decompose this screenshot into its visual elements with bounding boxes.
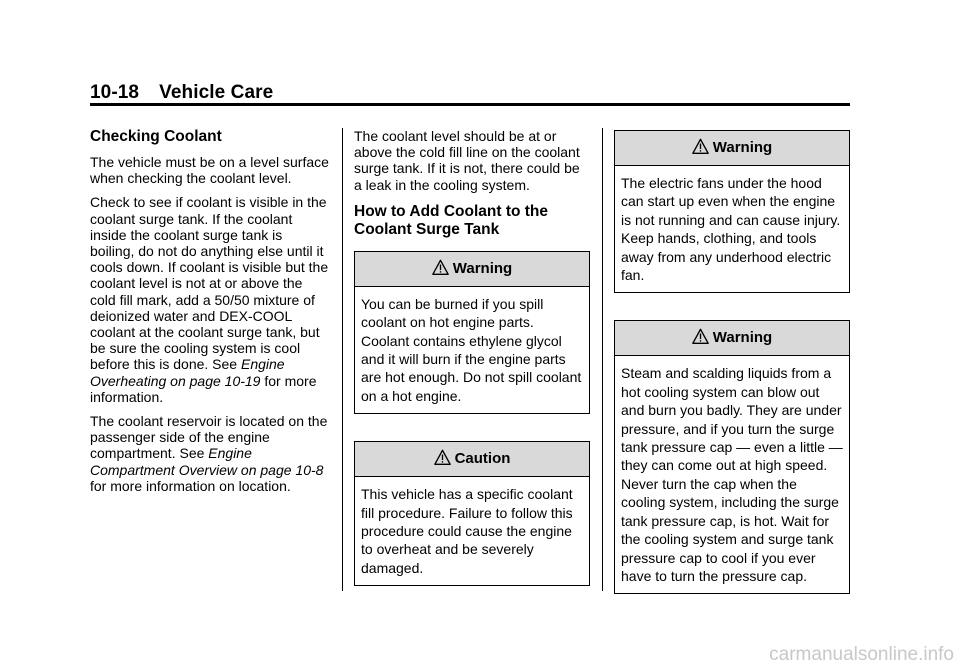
paragraph: The coolant level should be at or above the cold fill line on the coolant surge tank. If it is not, there could be a leak in the cooling system. <box>354 128 580 193</box>
paragraph: The vehicle must be on a level surface when checking the coolant level. <box>90 154 329 187</box>
warning-header <box>615 321 849 356</box>
section-title: Vehicle Care <box>159 82 274 103</box>
caution-header <box>355 442 589 477</box>
caution-body: This vehicle has a specific coolant fill procedure. Failure to follow this procedure could cause the engine to overheat and be severely damaged. <box>361 486 573 576</box>
column-divider-2 <box>602 128 603 591</box>
warning-header <box>355 252 589 287</box>
cross-reference-link[interactable]: Engine Compartment Overview on page 10-8 <box>90 445 324 478</box>
caution-box <box>354 441 590 586</box>
page-header <box>90 82 273 104</box>
warning-body: Steam and scalding liquids from a hot cooling system can blow out and burn you badly. They are under pressure, and if you turn the surge tank pressure cap — even a little — they can come out at high speed. Never turn the cap when the cooling system, including the surge tank pressure cap, is hot. Wait for the cooling system and surge tank pressure cap to cool if you ever have to turn the pressure cap. <box>621 365 843 584</box>
caution-title: Caution <box>454 450 511 468</box>
paragraph-text: for more information on location. <box>90 477 291 494</box>
warning-triangle-icon <box>692 328 709 345</box>
warning-box <box>614 130 850 293</box>
paragraph <box>90 413 330 494</box>
warning-triangle-icon <box>692 138 709 155</box>
warning-title: Warning <box>452 259 513 277</box>
warning-box <box>354 251 590 414</box>
warning-body: The electric fans under the hood can start up even when the engine is not running and can cause injury. Keep hands, clothing, and tools away from any underhood electric fan. <box>621 175 841 284</box>
page-number: 10-18 <box>90 82 140 103</box>
column-divider-1 <box>342 128 343 591</box>
column-3 <box>614 130 850 594</box>
subsection-heading: How to Add Coolant to the Coolant Surge Tank <box>354 202 548 238</box>
paragraph-text: The coolant reservoir is located on the passenger side of the engine compartment. See <box>90 413 328 462</box>
cross-reference-link[interactable]: Engine Overheating on page 10-19 <box>90 356 285 389</box>
warning-title: Warning <box>712 138 773 156</box>
warning-header <box>615 131 849 166</box>
warning-body: You can be burned if you spill coolant on hot engine parts. Coolant contains ethylene glycol and it will burn if the engine parts are hot enough. Do not spill coolant on a hot engine. <box>361 295 582 404</box>
warning-triangle-icon <box>432 259 449 276</box>
warning-box <box>614 320 850 594</box>
paragraph-text: Check to see if coolant is visible in the coolant surge tank. If the coolant inside the coolant surge tank is boiling, do not do anything else until it cools down. If coolant is visible but the coolant level is not at or above the cold fill mark, add a 50/50 mixture of deionized water and DEX-COOL coolant at the coolant surge tank, but be sure the cooling system is cool before this is done. See <box>90 194 329 373</box>
header-rule <box>90 103 850 106</box>
section-heading: Checking Coolant <box>90 128 222 145</box>
paragraph <box>90 194 330 405</box>
paragraph-text: for more information. <box>90 372 317 405</box>
warning-triangle-icon <box>434 449 451 466</box>
column-1 <box>90 128 330 502</box>
watermark-text: carmanualsonline.info <box>769 644 954 665</box>
column-2 <box>354 128 590 586</box>
warning-title: Warning <box>712 329 773 347</box>
